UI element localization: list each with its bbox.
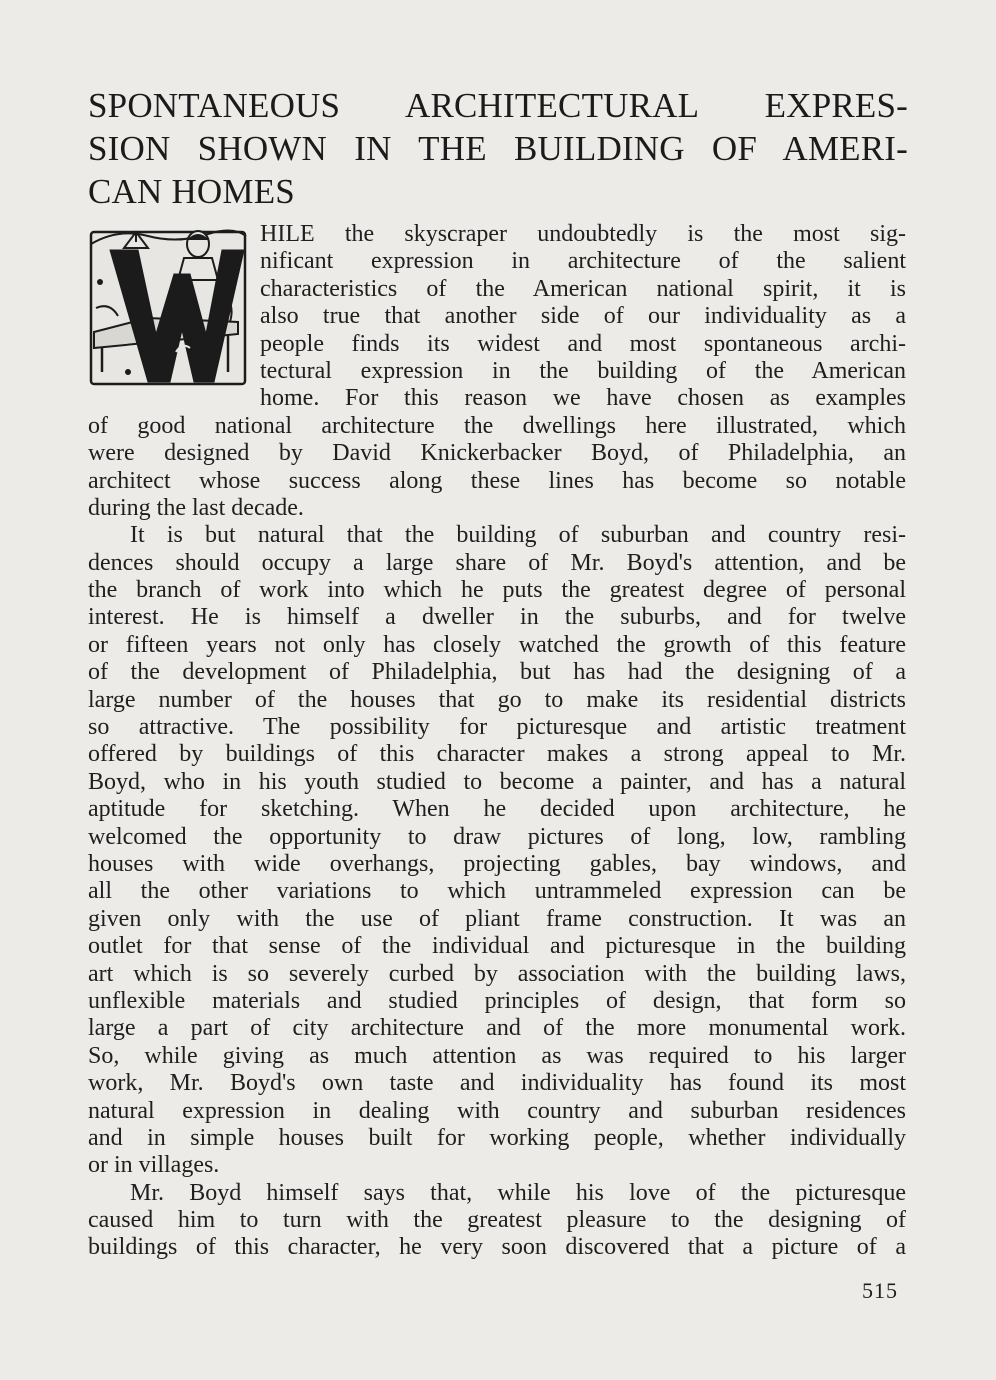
article-line: interest. He is himself a dweller in the suburbs, and for twelve xyxy=(88,604,906,631)
article-line: given only with the use of pliant frame construction. It was an xyxy=(88,905,906,932)
article-line: home. For this reason we have chosen as examples xyxy=(260,385,906,412)
article-line: characteristics of the American national spirit, it is xyxy=(260,275,906,302)
article-line: also true that another side of our individuality as a xyxy=(260,303,906,330)
article-line: of the development of Philadelphia, but has had the designing of a xyxy=(88,659,906,686)
article-line: It is but natural that the building of suburban and country resi- xyxy=(130,522,906,549)
article-line: tectural expression in the building of the American xyxy=(260,357,906,384)
article-body xyxy=(88,221,906,1262)
article-line: Mr. Boyd himself says that, while his love of the picturesque xyxy=(130,1179,906,1206)
article-line: of good national architecture the dwellings here illustrated, which xyxy=(88,412,906,439)
article-line: outlet for that sense of the individual and picturesque in the building xyxy=(88,933,906,960)
article-line: or fifteen years not only has closely watched the growth of this feature xyxy=(88,631,906,658)
article-line: aptitude for sketching. When he decided upon architecture, he xyxy=(88,796,906,823)
article-line: or in villages. xyxy=(88,1152,220,1179)
article-line: people finds its widest and most spontaneous archi- xyxy=(260,330,906,357)
article-line: houses with wide overhangs, projecting gables, bay windows, and xyxy=(88,850,906,877)
article-line: work, Mr. Boyd's own taste and individuality has found its most xyxy=(88,1070,906,1097)
article-line: caused him to turn with the greatest pleasure to the designing of xyxy=(88,1207,906,1234)
article-line: were designed by David Knickerbacker Boyd, of Philadelphia, an xyxy=(88,440,906,467)
article-line: natural expression in dealing with country and suburban residences xyxy=(88,1097,906,1124)
article-line: So, while giving as much attention as was required to his larger xyxy=(88,1042,906,1069)
article-title xyxy=(88,84,908,213)
title-line-3: CAN HOMES xyxy=(88,172,295,211)
article-line: and in simple houses built for working people, whether individually xyxy=(88,1124,906,1151)
article-line: buildings of this character, he very soon discovered that a picture of a xyxy=(88,1234,906,1261)
article-line: unflexible materials and studied principles of design, that form so xyxy=(88,987,906,1014)
article-line: nificant expression in architecture of the salient xyxy=(260,248,906,275)
title-line-2: SION SHOWN IN THE BUILDING OF AMERI- xyxy=(88,129,908,168)
title-line-1: SPONTANEOUS ARCHITECTURAL EXPRES- xyxy=(88,86,908,125)
article-line: the branch of work into which he puts the greatest degree of personal xyxy=(88,577,906,604)
article-line: offered by buildings of this character makes a strong appeal to Mr. xyxy=(88,741,906,768)
article-line: architect whose success along these lines has become so notable xyxy=(88,467,906,494)
article-line: so attractive. The possibility for picturesque and artistic treatment xyxy=(88,714,906,741)
article-line: Boyd, who in his youth studied to become a painter, and has a natural xyxy=(88,768,906,795)
article-line: dences should occupy a large share of Mr. Boyd's attention, and be xyxy=(88,549,906,576)
article-line: all the other variations to which untrammeled expression can be xyxy=(88,878,906,905)
article-line: during the last decade. xyxy=(88,494,304,521)
article-line: art which is so severely curbed by association with the building laws, xyxy=(88,960,906,987)
article-line: large number of the houses that go to make its residential districts xyxy=(88,686,906,713)
page-number: 515 xyxy=(862,1278,898,1303)
article-line: HILE the skyscraper undoubtedly is the most sig- xyxy=(260,221,906,247)
article-line: large a part of city architecture and of the more monumental work. xyxy=(88,1015,906,1042)
article-line: welcomed the opportunity to draw pictures of long, low, rambling xyxy=(88,823,906,850)
